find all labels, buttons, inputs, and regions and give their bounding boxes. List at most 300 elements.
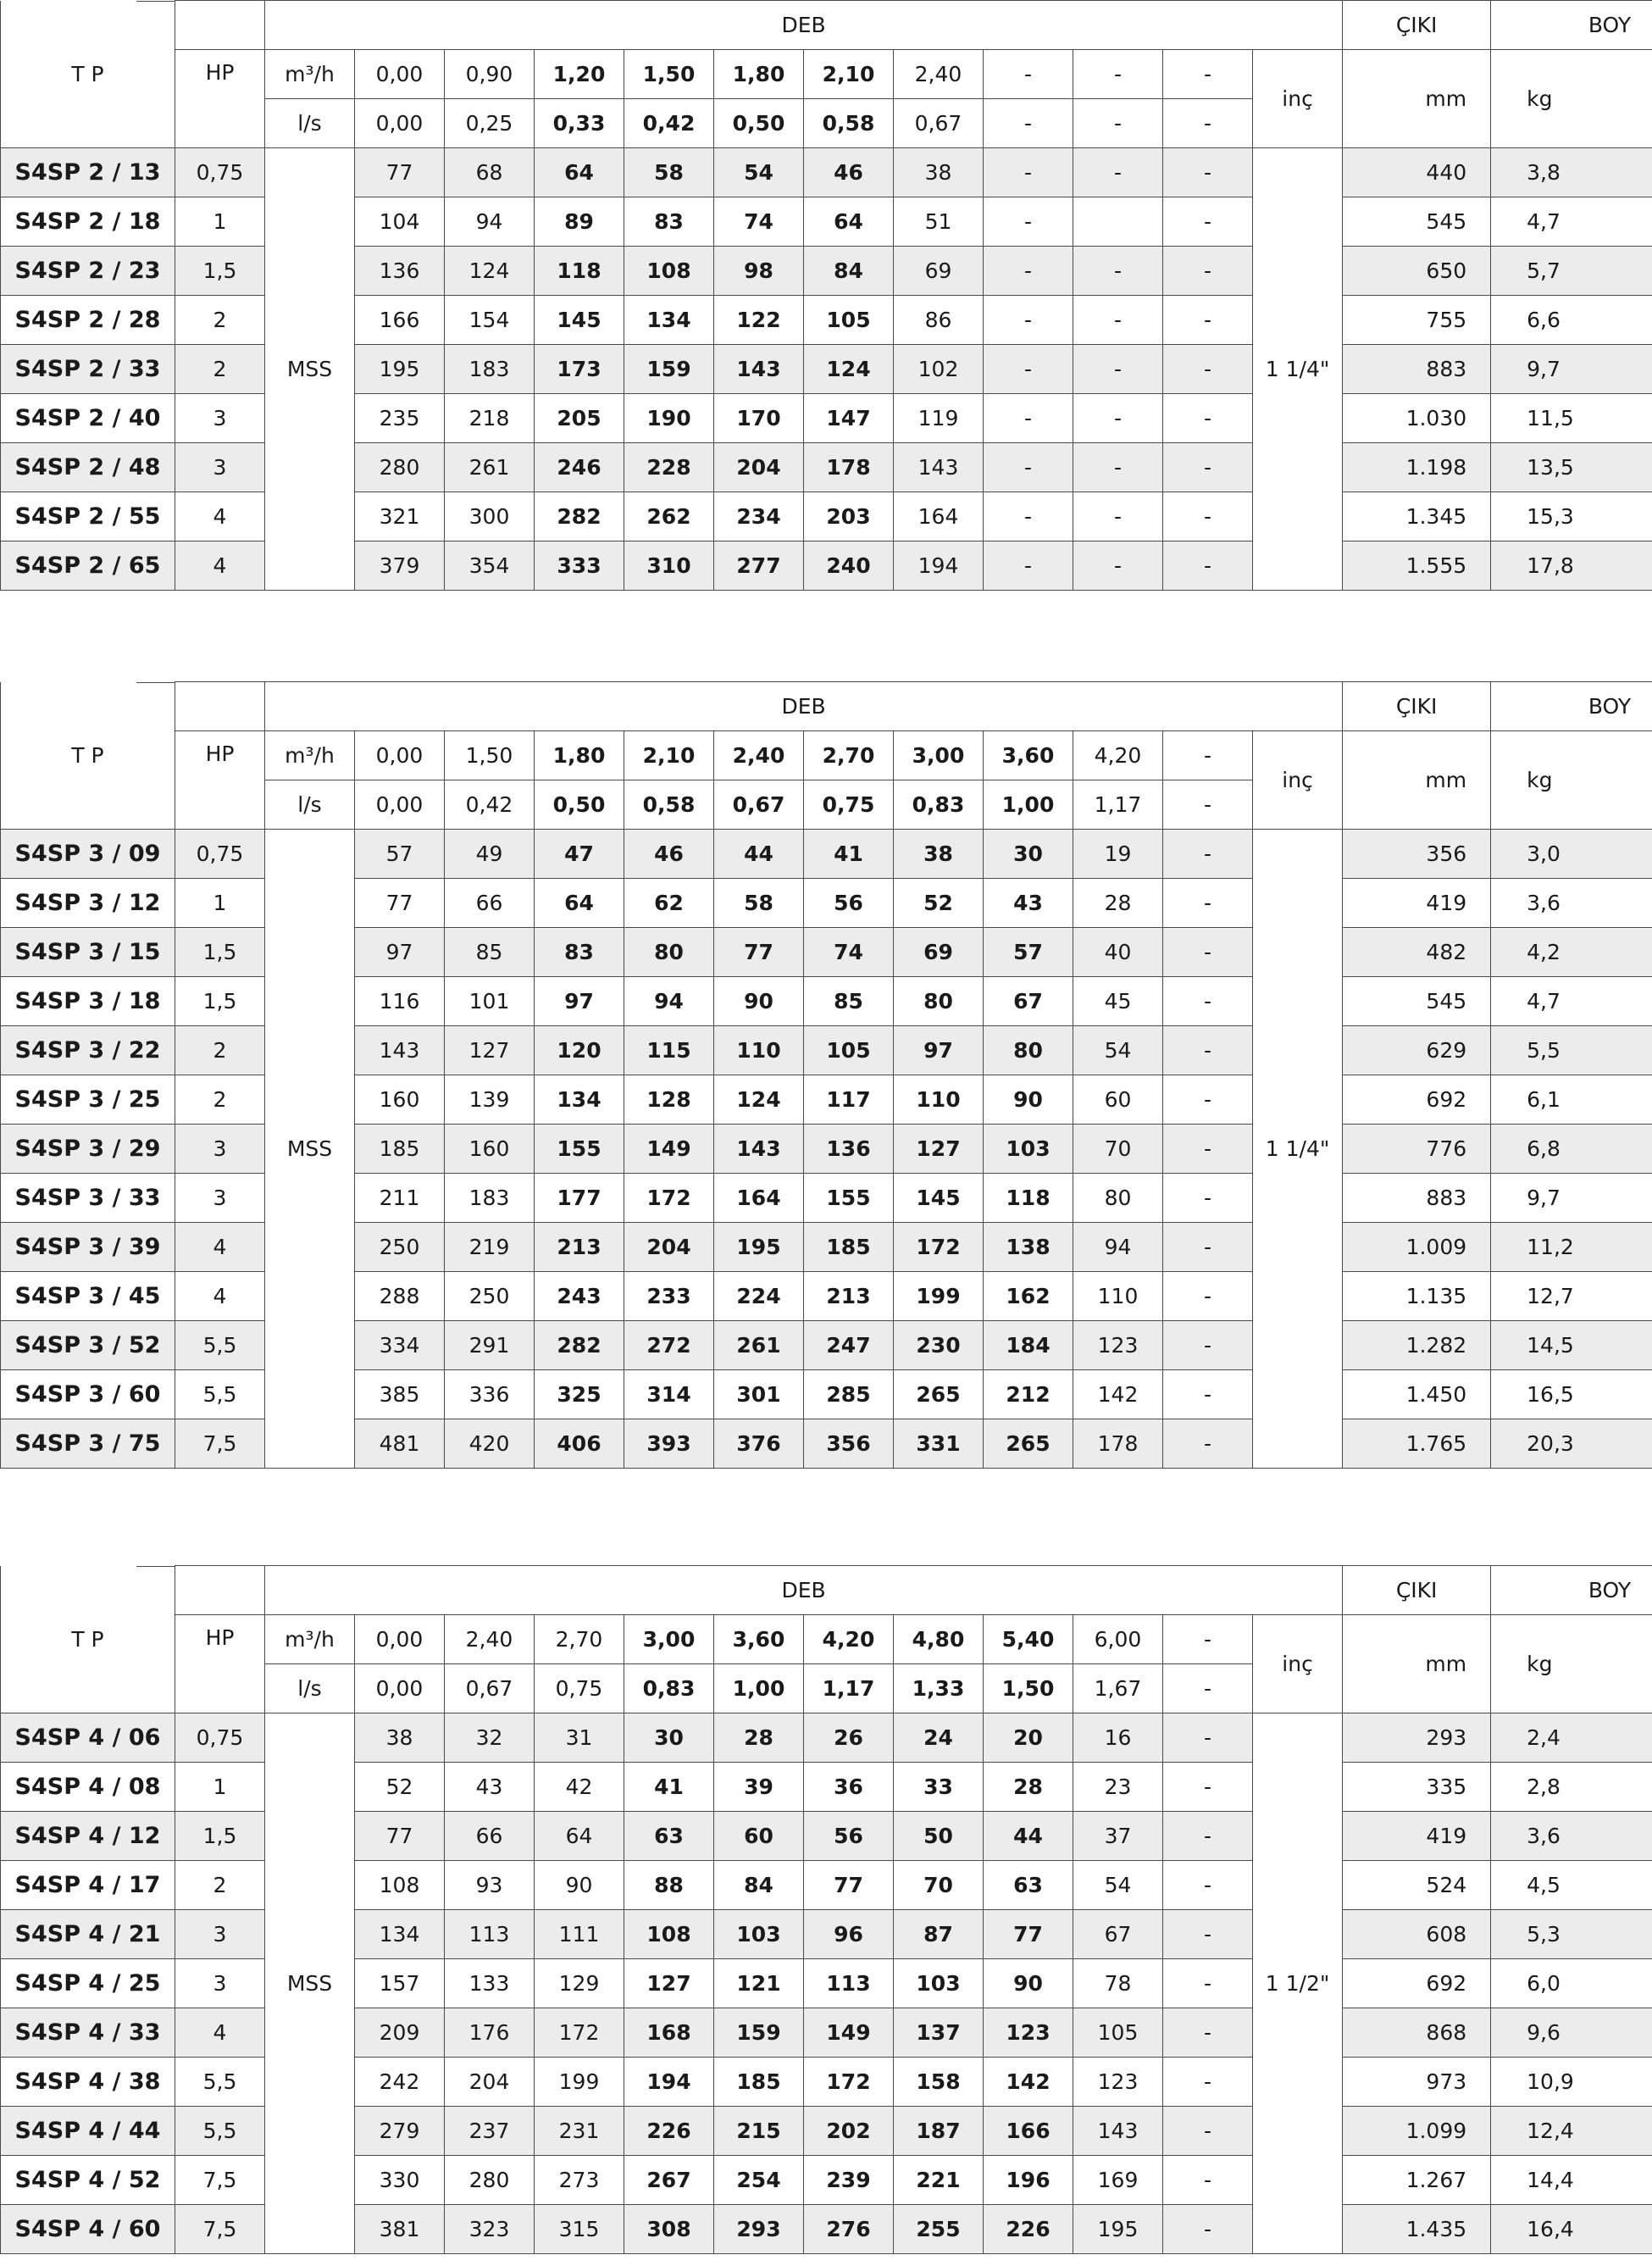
head-value: 128 <box>624 1075 714 1125</box>
head-value: 159 <box>624 345 714 394</box>
length-unit: mm <box>1343 50 1491 148</box>
head-value: - <box>1163 1812 1253 1861</box>
flow-ls-value: 1,17 <box>1073 780 1163 830</box>
head-value: 103 <box>894 1959 984 2008</box>
head-value: 117 <box>804 1075 894 1125</box>
outlet-size: 1 1/2" <box>1253 1713 1343 2254</box>
flow-ls-value: - <box>1163 1664 1253 1713</box>
head-value: 280 <box>445 2156 535 2205</box>
head-value: 234 <box>714 492 804 542</box>
head-value: 293 <box>714 2205 804 2254</box>
weight-value: 15,3 <box>1491 492 1652 542</box>
header-row <box>1 50 1652 99</box>
hp-value: 1,5 <box>175 247 265 296</box>
head-value: 166 <box>984 2107 1073 2156</box>
head-value: 105 <box>1073 2008 1163 2058</box>
head-value: 30 <box>984 830 1073 879</box>
flow-unit-ls: l/s <box>265 99 355 148</box>
head-value: - <box>984 247 1073 296</box>
model-name: S4SP 2 / 40 <box>1 394 175 443</box>
head-value: - <box>1163 1321 1253 1370</box>
model-name: S4SP 4 / 33 <box>1 2008 175 2058</box>
head-value: 172 <box>624 1174 714 1223</box>
head-value: 104 <box>355 197 445 247</box>
outlet-unit: inç <box>1253 50 1343 148</box>
head-value: 139 <box>445 1075 535 1125</box>
head-value: 44 <box>984 1812 1073 1861</box>
table-row <box>1 2058 1652 2107</box>
hp-value: 0,75 <box>175 1713 265 1763</box>
model-name: S4SP 3 / 33 <box>1 1174 175 1223</box>
head-value: 123 <box>984 2008 1073 2058</box>
hp-value: 5,5 <box>175 1370 265 1419</box>
head-value: 282 <box>535 1321 624 1370</box>
weight-value: 14,4 <box>1491 2156 1652 2205</box>
weight-value: 17,8 <box>1491 542 1652 591</box>
weight-value: 10,9 <box>1491 2058 1652 2107</box>
weight-value: 6,0 <box>1491 1959 1652 2008</box>
head-value: - <box>1163 879 1253 928</box>
head-value: 129 <box>535 1959 624 2008</box>
table-row <box>1 928 1652 977</box>
head-value: 291 <box>445 1321 535 1370</box>
table-row <box>1 2008 1652 2058</box>
motor-type: MSS <box>265 148 355 591</box>
head-value: 123 <box>1073 2058 1163 2107</box>
head-value: - <box>984 394 1073 443</box>
length-value: 650 <box>1343 247 1491 296</box>
header-rule <box>136 1 175 2</box>
type-header: T P <box>1 1566 175 1713</box>
head-value: 185 <box>804 1223 894 1272</box>
head-value: 98 <box>714 247 804 296</box>
head-value: 83 <box>535 928 624 977</box>
length-value: 1.345 <box>1343 492 1491 542</box>
head-value: 354 <box>445 542 535 591</box>
hp-value: 5,5 <box>175 2107 265 2156</box>
head-value: 33 <box>894 1763 984 1812</box>
head-value: 356 <box>804 1419 894 1469</box>
head-value: 205 <box>535 394 624 443</box>
head-value: 300 <box>445 492 535 542</box>
table-row <box>1 1812 1652 1861</box>
head-value: 94 <box>624 977 714 1026</box>
head-value: 134 <box>624 296 714 345</box>
length-value: 692 <box>1343 1959 1491 2008</box>
model-name: S4SP 4 / 44 <box>1 2107 175 2156</box>
hp-value: 4 <box>175 1272 265 1321</box>
pump-table <box>0 1565 1652 2254</box>
head-value: 202 <box>804 2107 894 2156</box>
weight-value: 20,3 <box>1491 1419 1652 1469</box>
head-value: 66 <box>445 879 535 928</box>
head-value: 149 <box>804 2008 894 2058</box>
model-name: S4SP 3 / 12 <box>1 879 175 928</box>
head-value: - <box>1163 2205 1253 2254</box>
flow-m3h-value: 5,40 <box>984 1615 1073 1664</box>
head-value: 211 <box>355 1174 445 1223</box>
head-value: 212 <box>984 1370 1073 1419</box>
weight-value: 5,5 <box>1491 1026 1652 1075</box>
length-value: 1.450 <box>1343 1370 1491 1419</box>
head-value: - <box>1163 492 1253 542</box>
table-row <box>1 394 1652 443</box>
head-value: 77 <box>355 879 445 928</box>
head-value: 83 <box>624 197 714 247</box>
head-value: 77 <box>355 1812 445 1861</box>
head-value: 113 <box>804 1959 894 2008</box>
weight-value: 5,3 <box>1491 1910 1652 1959</box>
head-value: - <box>1163 394 1253 443</box>
head-value: 84 <box>714 1861 804 1910</box>
weight-value: 4,5 <box>1491 1861 1652 1910</box>
head-value: 64 <box>804 197 894 247</box>
head-value: - <box>1163 2008 1253 2058</box>
head-value: 158 <box>894 2058 984 2107</box>
head-value: 26 <box>804 1713 894 1763</box>
length-value: 524 <box>1343 1861 1491 1910</box>
head-value: 74 <box>804 928 894 977</box>
head-value: 219 <box>445 1223 535 1272</box>
head-value: 138 <box>984 1223 1073 1272</box>
model-name: S4SP 3 / 15 <box>1 928 175 977</box>
model-name: S4SP 2 / 65 <box>1 542 175 591</box>
head-value: - <box>1073 443 1163 492</box>
head-value: - <box>1073 542 1163 591</box>
head-value: - <box>1163 247 1253 296</box>
flow-ls-value: 0,83 <box>894 780 984 830</box>
weight-value: 9,7 <box>1491 345 1652 394</box>
head-value: 145 <box>535 296 624 345</box>
motor-type: MSS <box>265 830 355 1469</box>
head-value: - <box>1073 296 1163 345</box>
head-value: 282 <box>535 492 624 542</box>
table-row <box>1 2156 1652 2205</box>
flow-ls-value: 0,33 <box>535 99 624 148</box>
hp-value: 5,5 <box>175 1321 265 1370</box>
hp-value: 7,5 <box>175 2205 265 2254</box>
flow-unit-m3h: m³/h <box>265 50 355 99</box>
length-value: 1.198 <box>1343 443 1491 492</box>
head-value: 97 <box>535 977 624 1026</box>
head-value: 47 <box>535 830 624 879</box>
head-value: 133 <box>445 1959 535 2008</box>
head-value: 54 <box>1073 1861 1163 1910</box>
length-header: BOY <box>1491 1 1652 50</box>
head-value: 325 <box>535 1370 624 1419</box>
head-value: - <box>1163 2058 1253 2107</box>
motor-type: MSS <box>265 1713 355 2254</box>
weight-value: 3,0 <box>1491 830 1652 879</box>
head-value: 103 <box>714 1910 804 1959</box>
hp-value: 3 <box>175 1125 265 1174</box>
head-value: 110 <box>894 1075 984 1125</box>
head-value: 97 <box>894 1026 984 1075</box>
model-name: S4SP 4 / 12 <box>1 1812 175 1861</box>
head-value: 105 <box>804 1026 894 1075</box>
head-value: - <box>1163 197 1253 247</box>
head-value: 124 <box>445 247 535 296</box>
hp-value: 2 <box>175 1861 265 1910</box>
head-value: 118 <box>535 247 624 296</box>
outlet-header: ÇIKI <box>1343 1566 1491 1615</box>
head-value: 134 <box>535 1075 624 1125</box>
flow-m3h-value: 6,00 <box>1073 1615 1163 1664</box>
hp-value: 3 <box>175 1910 265 1959</box>
head-value: 85 <box>804 977 894 1026</box>
hp-value: 3 <box>175 1174 265 1223</box>
header-row <box>1 1 1652 50</box>
weight-value: 4,7 <box>1491 977 1652 1026</box>
length-value: 440 <box>1343 148 1491 197</box>
head-value: 68 <box>445 148 535 197</box>
flow-m3h-value: - <box>1163 731 1253 780</box>
weight-value: 11,5 <box>1491 394 1652 443</box>
table-row <box>1 1174 1652 1223</box>
table-row <box>1 1125 1652 1174</box>
head-value: 127 <box>624 1959 714 2008</box>
weight-value: 16,5 <box>1491 1370 1652 1419</box>
head-value: 90 <box>714 977 804 1026</box>
flow-m3h-value: 1,50 <box>624 50 714 99</box>
head-value: 279 <box>355 2107 445 2156</box>
header-row <box>1 731 1652 780</box>
head-value: 46 <box>624 830 714 879</box>
table-row <box>1 1370 1652 1419</box>
table-row <box>1 879 1652 928</box>
head-value: 187 <box>894 2107 984 2156</box>
flow-m3h-value: 0,00 <box>355 731 445 780</box>
head-value: 203 <box>804 492 894 542</box>
head-value: 239 <box>804 2156 894 2205</box>
head-value: 93 <box>445 1861 535 1910</box>
outlet-unit: inç <box>1253 731 1343 830</box>
head-value: 134 <box>355 1910 445 1959</box>
weight-value: 3,6 <box>1491 879 1652 928</box>
flow-m3h-value: 1,80 <box>535 731 624 780</box>
head-value: 164 <box>714 1174 804 1223</box>
flow-header: DEB <box>265 1566 1343 1615</box>
head-value: 41 <box>624 1763 714 1812</box>
flow-ls-value: 1,00 <box>714 1664 804 1713</box>
head-value: 110 <box>714 1026 804 1075</box>
length-value: 1.765 <box>1343 1419 1491 1469</box>
head-value: 235 <box>355 394 445 443</box>
length-value: 1.555 <box>1343 542 1491 591</box>
head-value: - <box>1163 443 1253 492</box>
head-value: 333 <box>535 542 624 591</box>
table-row <box>1 830 1652 879</box>
head-value: 127 <box>894 1125 984 1174</box>
weight-value: 2,4 <box>1491 1713 1652 1763</box>
weight-unit: kg <box>1491 731 1652 830</box>
head-value: 46 <box>804 148 894 197</box>
hp-value: 2 <box>175 1026 265 1075</box>
head-value: - <box>1163 1419 1253 1469</box>
head-value: 42 <box>535 1763 624 1812</box>
head-value: 111 <box>535 1910 624 1959</box>
length-value: 755 <box>1343 296 1491 345</box>
head-value: - <box>1163 1861 1253 1910</box>
flow-ls-value: 0,25 <box>445 99 535 148</box>
length-unit: mm <box>1343 1615 1491 1713</box>
length-value: 482 <box>1343 928 1491 977</box>
head-value: 40 <box>1073 928 1163 977</box>
head-value: - <box>984 542 1073 591</box>
length-value: 545 <box>1343 197 1491 247</box>
hp-value: 3 <box>175 443 265 492</box>
head-value: 136 <box>804 1125 894 1174</box>
head-value: 247 <box>804 1321 894 1370</box>
flow-m3h-value: 0,00 <box>355 50 445 99</box>
model-name: S4SP 3 / 60 <box>1 1370 175 1419</box>
type-header: T P <box>1 682 175 830</box>
head-value: 16 <box>1073 1713 1163 1763</box>
head-value: 90 <box>984 1959 1073 2008</box>
head-value: 288 <box>355 1272 445 1321</box>
length-value: 1.030 <box>1343 394 1491 443</box>
head-value: 145 <box>894 1174 984 1223</box>
flow-unit-ls: l/s <box>265 1664 355 1713</box>
head-value: 67 <box>1073 1910 1163 1959</box>
flow-ls-value: - <box>1163 780 1253 830</box>
head-value: 31 <box>535 1713 624 1763</box>
length-value: 1.009 <box>1343 1223 1491 1272</box>
flow-ls-value: 0,00 <box>355 780 445 830</box>
table-row <box>1 1419 1652 1469</box>
hp-value: 1,5 <box>175 928 265 977</box>
flow-m3h-value: 2,70 <box>804 731 894 780</box>
head-value: 64 <box>535 1812 624 1861</box>
head-value: 336 <box>445 1370 535 1419</box>
flow-m3h-value: - <box>984 50 1073 99</box>
head-value: - <box>1163 928 1253 977</box>
head-value: 39 <box>714 1763 804 1812</box>
table-row <box>1 1959 1652 2008</box>
header-rule <box>136 1566 175 1567</box>
head-value: 32 <box>445 1713 535 1763</box>
table-row <box>1 1272 1652 1321</box>
hp-value: 2 <box>175 345 265 394</box>
head-value: 108 <box>624 1910 714 1959</box>
head-value: 267 <box>624 2156 714 2205</box>
head-value: 56 <box>804 1812 894 1861</box>
head-value: 38 <box>894 148 984 197</box>
head-value: 51 <box>894 197 984 247</box>
head-value: 406 <box>535 1419 624 1469</box>
length-value: 883 <box>1343 1174 1491 1223</box>
flow-ls-value: - <box>1073 99 1163 148</box>
weight-value: 3,8 <box>1491 148 1652 197</box>
head-value: 185 <box>714 2058 804 2107</box>
head-value: 19 <box>1073 830 1163 879</box>
head-value: 261 <box>714 1321 804 1370</box>
head-value: 209 <box>355 2008 445 2058</box>
hp-value: 1,5 <box>175 1812 265 1861</box>
head-value: 50 <box>894 1812 984 1861</box>
pump-table-3 <box>0 1565 1652 2254</box>
pump-table-1 <box>0 0 1652 591</box>
model-name: S4SP 4 / 38 <box>1 2058 175 2107</box>
head-value: 105 <box>804 296 894 345</box>
length-value: 973 <box>1343 2058 1491 2107</box>
outlet-size: 1 1/4" <box>1253 830 1343 1469</box>
head-value: - <box>1073 394 1163 443</box>
head-value: 159 <box>714 2008 804 2058</box>
head-value: 199 <box>535 2058 624 2107</box>
model-name: S4SP 4 / 17 <box>1 1861 175 1910</box>
flow-ls-value: 0,00 <box>355 1664 445 1713</box>
header-row <box>1 1615 1652 1664</box>
head-value: - <box>1163 1272 1253 1321</box>
head-value: 143 <box>894 443 984 492</box>
head-value: 334 <box>355 1321 445 1370</box>
head-value: 164 <box>894 492 984 542</box>
head-value: 108 <box>624 247 714 296</box>
head-value: 218 <box>445 394 535 443</box>
head-value: - <box>1073 247 1163 296</box>
header-row <box>1 1566 1652 1615</box>
flow-m3h-value: 3,00 <box>624 1615 714 1664</box>
head-value: 94 <box>445 197 535 247</box>
flow-m3h-value: 2,40 <box>894 50 984 99</box>
head-value: 115 <box>624 1026 714 1075</box>
hp-value: 3 <box>175 1959 265 2008</box>
flow-ls-value: - <box>984 99 1073 148</box>
head-value: 85 <box>445 928 535 977</box>
table-row <box>1 977 1652 1026</box>
head-value: 60 <box>1073 1075 1163 1125</box>
flow-unit-m3h: m³/h <box>265 1615 355 1664</box>
table-row <box>1 443 1652 492</box>
head-value: 87 <box>894 1910 984 1959</box>
length-value: 1.099 <box>1343 2107 1491 2156</box>
head-value: 481 <box>355 1419 445 1469</box>
head-value: - <box>1163 1910 1253 1959</box>
head-value: 118 <box>984 1174 1073 1223</box>
head-value: 88 <box>624 1861 714 1910</box>
table-row <box>1 1026 1652 1075</box>
head-value: 56 <box>804 879 894 928</box>
header-rule <box>136 682 175 683</box>
head-value: 226 <box>984 2205 1073 2254</box>
hp-value: 2 <box>175 1075 265 1125</box>
head-value: 155 <box>804 1174 894 1223</box>
hp-value: 1 <box>175 1763 265 1812</box>
weight-value: 2,8 <box>1491 1763 1652 1812</box>
head-value: 233 <box>624 1272 714 1321</box>
flow-ls-value: 0,42 <box>445 780 535 830</box>
flow-ls-value: 1,17 <box>804 1664 894 1713</box>
head-value: 142 <box>1073 1370 1163 1419</box>
flow-m3h-value: 3,60 <box>984 731 1073 780</box>
model-name: S4SP 2 / 33 <box>1 345 175 394</box>
head-value: 194 <box>894 542 984 591</box>
table-row <box>1 2205 1652 2254</box>
head-value: 77 <box>714 928 804 977</box>
flow-ls-value: 0,67 <box>894 99 984 148</box>
head-value: 49 <box>445 830 535 879</box>
weight-value: 12,4 <box>1491 2107 1652 2156</box>
length-value: 419 <box>1343 1812 1491 1861</box>
head-value: 224 <box>714 1272 804 1321</box>
head-value: 143 <box>714 345 804 394</box>
head-value: 195 <box>714 1223 804 1272</box>
model-name: S4SP 3 / 25 <box>1 1075 175 1125</box>
head-value <box>1073 197 1163 247</box>
head-value: 127 <box>445 1026 535 1075</box>
model-name: S4SP 2 / 23 <box>1 247 175 296</box>
